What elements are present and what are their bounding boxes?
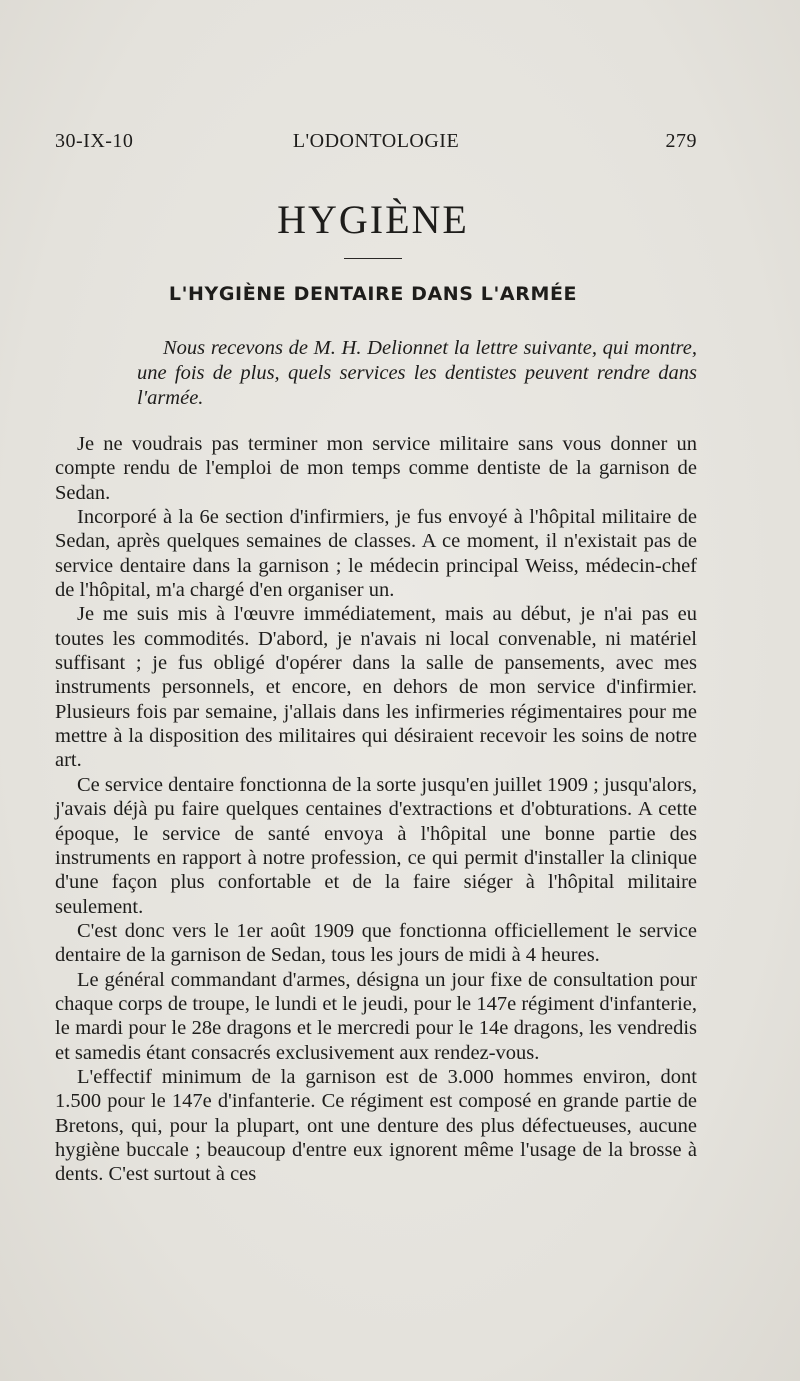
header-page-number: 279 xyxy=(665,130,697,152)
paragraph-4: Ce service dentaire fonctionna de la sorte jusqu'en juillet 1909 ; jusqu'alors, j'avais déjà pu faire quelques centaines d'extractions et d'obturations. A cette époque, le service de santé envoya à l'hôpital une bonne partie des instruments en rapport à notre profession, ce qui permit d'installer la clinique d'une façon plus confortable et de la faire siéger à l'hôpital militaire seulement. xyxy=(55,773,697,918)
section-title: HYGIÈNE xyxy=(277,197,469,242)
paragraph-2: Incorporé à la 6e section d'infirmiers, je fus envoyé à l'hôpital militaire de Sedan, après quelques semaines de classes. A ce moment, il n'existait pas de service dentaire dans la garnison ; le médecin principal Weiss, médecin-chef de l'hôpital, m'a chargé d'en organiser un. xyxy=(55,506,697,602)
title-divider xyxy=(344,258,402,259)
header-journal-name: L'ODONTOLOGIE xyxy=(292,130,460,152)
paragraph-5: C'est donc vers le 1er août 1909 que fonctionna officiellement le service dentaire de la garnison de Sedan, tous les jours de midi à 4 heures. xyxy=(55,919,697,967)
paragraph-1: Je ne voudrais pas terminer mon service militaire sans vous donner un compte rendu de l'emploi de mon temps comme dentiste de la garnison de Sedan. xyxy=(55,433,697,504)
article-title: L'HYGIÈNE DENTAIRE DANS L'ARMÉE xyxy=(168,283,578,305)
running-header xyxy=(55,130,697,158)
paragraph-6: Le général commandant d'armes, désigna un jour fixe de consultation pour chaque corps de troupe, le lundi et le jeudi, pour le 147e régiment d'infanterie, le mardi pour le 28e dragons et le mercredi pour le 14e dragons, les vendredis et samedis étant consacrés exclusivement aux rendez-vous. xyxy=(55,968,697,1064)
header-date: 30-IX-10 xyxy=(55,130,134,152)
paragraph-3: Je me suis mis à l'œuvre immédiatement, mais au début, je n'ai pas eu toutes les commodités. D'abord, je n'avais ni local convenable, ni matériel suffisant ; je fus obligé d'opérer dans la salle de pansements, avec mes instruments personnels, et encore, en dehors de mon service d'infirmier. Plusieurs fois par semaine, j'allais dans les infirmeries régimentaires pour me mettre à la disposition des militaires qui désiraient recevoir les soins de notre art. xyxy=(55,603,697,772)
editorial-intro: Nous recevons de M. H. Delionnet la lettre suivante, qui montre, une fois de plus, quels services les dentistes peuvent rendre dans l'armée. xyxy=(137,337,697,409)
paragraph-7: L'effectif minimum de la garnison est de 3.000 hommes environ, dont 1.500 pour le 147e d'infanterie. Ce régiment est composé en grande partie de Bretons, qui, pour la plupart, ont une denture des plus défectueuses, aucune hygiène buccale ; beaucoup d'entre eux ignorent même l'usage de la brosse à dents. C'est surtout à ces xyxy=(55,1065,697,1186)
article-body xyxy=(55,432,697,1187)
